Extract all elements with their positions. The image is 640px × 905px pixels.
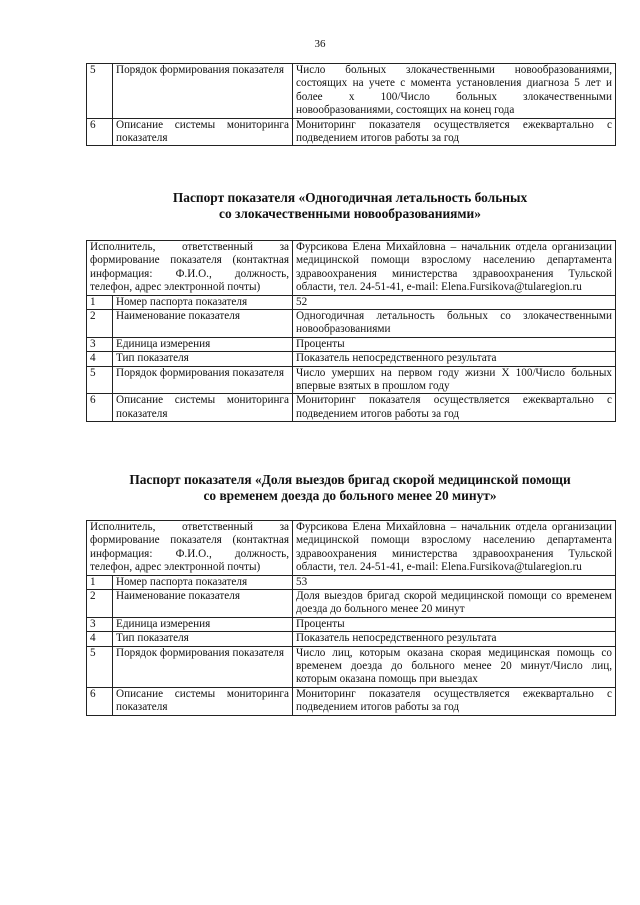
row-value: Проценты	[293, 337, 616, 351]
row-value: Число лиц, которым оказана скорая медицинская помощь со временем доезда до больного менее 20 минут/Число лиц, которым оказана помощь при выездах	[293, 646, 616, 687]
row-label: Тип показателя	[113, 352, 293, 366]
row-label: Описание системы мониторинга показателя	[113, 687, 293, 715]
row-number: 5	[87, 64, 113, 119]
table-row	[87, 337, 616, 351]
executor-value: Фурсикова Елена Михайловна – начальник отдела организации медицинской помощи взрослому населению департамента здравоохранения министерства здравоохранения Тульской области, тел. 24-51-41, e-mail: Elena.Fursikova@tularegion.ru	[293, 521, 616, 576]
passport2-title	[60, 472, 640, 504]
row-number: 5	[87, 646, 113, 687]
passport1-title-line1: Паспорт показателя «Одногодичная летальность больных	[172, 190, 528, 205]
row-number: 3	[87, 617, 113, 631]
row-label: Тип показателя	[113, 632, 293, 646]
passport1-title-line2: со злокачественными новообразованиями»	[219, 206, 481, 221]
row-value: Проценты	[293, 617, 616, 631]
row-value: 53	[293, 575, 616, 589]
table-row	[87, 394, 616, 422]
row-number: 1	[87, 295, 113, 309]
row-number: 2	[87, 310, 113, 338]
row-label: Единица измерения	[113, 337, 293, 351]
passport2-title-line1: Паспорт показателя «Доля выездов бригад скорой медицинской помощи	[129, 472, 571, 487]
row-label: Порядок формирования показателя	[113, 64, 293, 119]
row-label: Порядок формирования показателя	[113, 646, 293, 687]
row-value: Число больных злокачественными новообразованиями, состоящих на учете с момента установления диагноза 5 лет и более х 100/Число больных злокачественными новообразованиями, состоящих на конец года	[293, 64, 616, 119]
row-value: Мониторинг показателя осуществляется ежеквартально с подведением итогов работы за год	[293, 687, 616, 715]
row-value: Число умерших на первом году жизни Х 100/Число больных впервые взятых в прошлом году	[293, 366, 616, 394]
page-number: 36	[314, 38, 326, 50]
executor-row	[87, 241, 616, 296]
table-row	[87, 687, 616, 715]
table-row	[87, 366, 616, 394]
table-row	[87, 295, 616, 309]
table-row	[87, 118, 616, 146]
row-number: 1	[87, 575, 113, 589]
executor-row	[87, 521, 616, 576]
row-label: Описание системы мониторинга показателя	[113, 394, 293, 422]
table-row	[87, 646, 616, 687]
row-number: 2	[87, 590, 113, 618]
table-row	[87, 310, 616, 338]
row-value: 52	[293, 295, 616, 309]
passport1-table	[86, 240, 616, 422]
row-number: 5	[87, 366, 113, 394]
row-label: Номер паспорта показателя	[113, 575, 293, 589]
row-number: 6	[87, 394, 113, 422]
table-row	[87, 575, 616, 589]
table-row	[87, 617, 616, 631]
row-value: Мониторинг показателя осуществляется ежеквартально с подведением итогов работы за год	[293, 394, 616, 422]
row-number: 6	[87, 118, 113, 146]
row-number: 4	[87, 352, 113, 366]
row-label: Порядок формирования показателя	[113, 366, 293, 394]
passport1-title	[60, 190, 640, 222]
row-label: Единица измерения	[113, 617, 293, 631]
row-label: Номер паспорта показателя	[113, 295, 293, 309]
row-value: Мониторинг показателя осуществляется ежеквартально с подведением итогов работы за год	[293, 118, 616, 146]
row-value: Показатель непосредственного результата	[293, 632, 616, 646]
table-row	[87, 590, 616, 618]
row-value: Доля выездов бригад скорой медицинской помощи со временем доезда до больного менее 20 минут	[293, 590, 616, 618]
table-row	[87, 632, 616, 646]
row-value: Показатель непосредственного результата	[293, 352, 616, 366]
table-row	[87, 352, 616, 366]
passport2-table	[86, 520, 616, 716]
passport2-title-line2: со временем доезда до больного менее 20 минут»	[203, 488, 497, 503]
row-label: Наименование показателя	[113, 310, 293, 338]
row-number: 6	[87, 687, 113, 715]
table-row	[87, 64, 616, 119]
row-value: Одногодичная летальность больных со злокачественными новообразованиями	[293, 310, 616, 338]
continuation-table	[86, 63, 616, 146]
row-number: 4	[87, 632, 113, 646]
row-label: Описание системы мониторинга показателя	[113, 118, 293, 146]
executor-value: Фурсикова Елена Михайловна – начальник отдела организации медицинской помощи взрослому населению департамента здравоохранения министерства здравоохранения Тульской области, тел. 24-51-41, e-mail: Elena.Fursikova@tularegion.ru	[293, 241, 616, 296]
row-number: 3	[87, 337, 113, 351]
executor-label: Исполнитель, ответственный за формирование показателя (контактная информация: Ф.И.О., должность, телефон, адрес электронной почты)	[87, 521, 293, 576]
row-label: Наименование показателя	[113, 590, 293, 618]
executor-label: Исполнитель, ответственный за формирование показателя (контактная информация: Ф.И.О., должность, телефон, адрес электронной почты)	[87, 241, 293, 296]
